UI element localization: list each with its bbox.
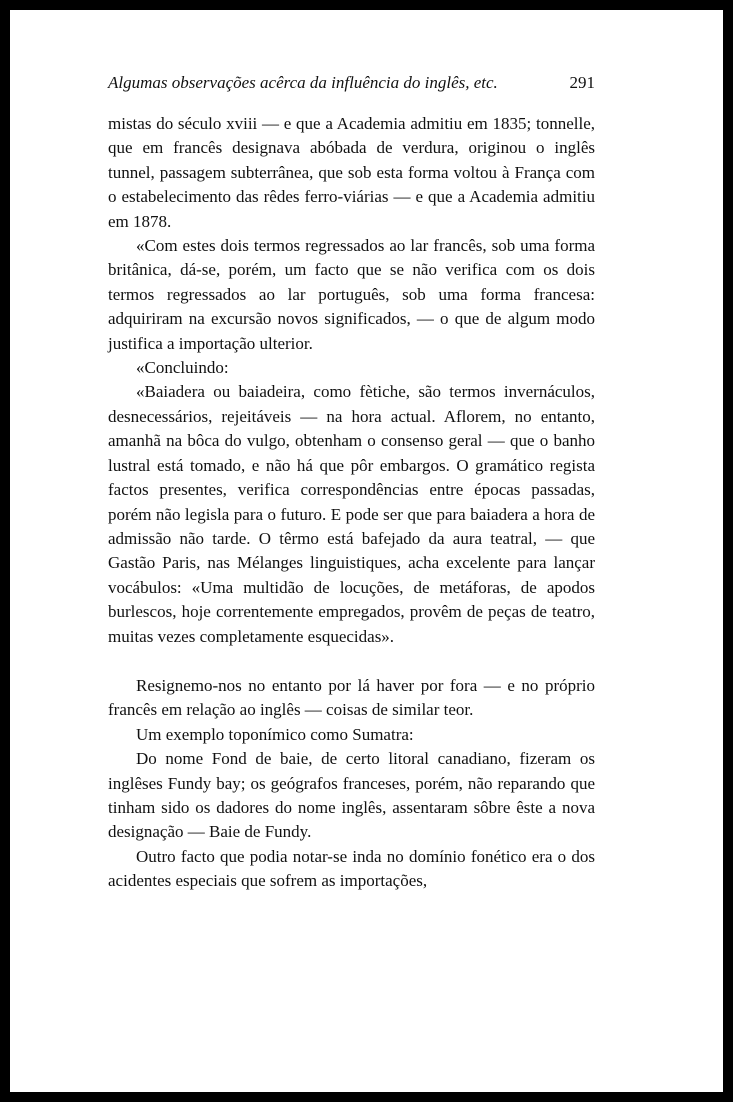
paragraph-exemplo: Um exemplo toponímico como Sumatra: — [136, 724, 414, 744]
paragraph-concluindo: «Concluindo: — [136, 358, 229, 378]
paragraph-baiadera: «Baiadera ou baiadeira, como fètiche, são termos invernáculos, desnecessários, rejeitáveis — na hora actual. Aflorem, no entanto, amanhã na bôca do vulgo, obtenham o consenso geral — que o banho lustral está tomado, e não há que pôr embargos. O gramático regista factos presentes, verifica correspondências entre épocas passadas, porém não legisla para o futuro. E pode ser que para baiadera a hora de admissão não tarde. O têrmo está bafejado da aura teatral, — que Gastão Paris, nas Mélanges linguistiques, acha excelente para lançar vocábulos: «Uma multidão de locuções, de metáforas, de apodos burlescos, hoje correntemente empregados, provêm de peças de teatro, muitas vezes completamente esquecidas». — [108, 382, 595, 646]
running-title: Algumas observações acêrca da influência do inglês, etc. — [108, 73, 498, 92]
paragraph-outro-facto: Outro facto que podia notar-se inda no domínio fonético era o dos acidentes especiais que sofrem as importações, — [108, 846, 595, 891]
book-page — [10, 10, 723, 1092]
page-content — [108, 70, 595, 894]
page-number: 291 — [569, 73, 595, 92]
paragraph-continued: mistas do século xviii — e que a Academia admitiu em 1835; tonnelle, que em francês designava abóbada de verdura, originou o inglês tunnel, passagem subterrânea, que sob esta forma voltou à França com o estabelecimento das rêdes ferro-viárias — e que a Academia admitiu em 1878. — [108, 114, 595, 231]
running-header — [108, 70, 595, 96]
paragraph-resignemo: Resignemo-nos no entanto por lá haver por fora — e no próprio francês em relação ao inglês — coisas de similar teor. — [108, 675, 595, 720]
paragraph-quote-1: «Com estes dois termos regressados ao lar francês, sob uma forma britânica, dá-se, porém, um facto que se não verifica com os dois termos regressados ao lar português, sob uma forma francesa: adquiriram na excursão novos significados, — o que de algum modo justifica a importação ulterior. — [108, 236, 595, 353]
paragraph-fundy: Do nome Fond de baie, de certo litoral canadiano, fizeram os inglêses Fundy bay; os geógrafos franceses, porém, não reparando que tinham sido os dadores do nome inglês, assentaram sôbre êste a nova designação — Baie de Fundy. — [108, 749, 595, 842]
section-gap — [108, 649, 595, 674]
